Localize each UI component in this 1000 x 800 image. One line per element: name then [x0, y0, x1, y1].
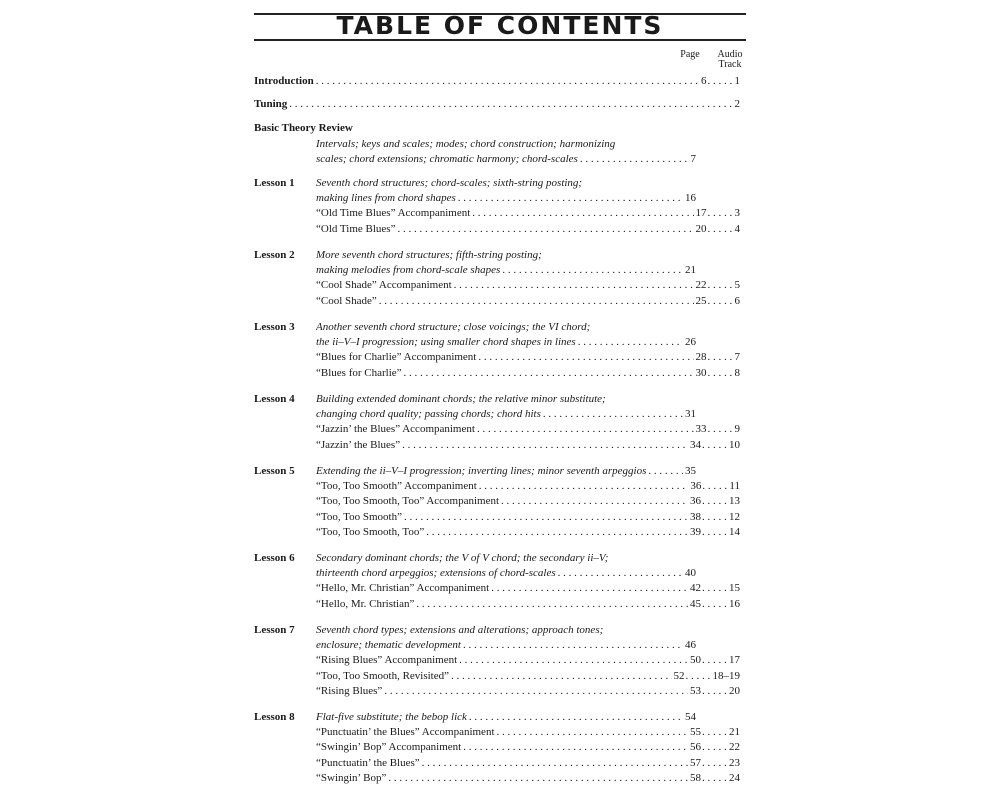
lesson-desc: the ii–V–I progression; using smaller chord shapes in lines — [316, 336, 576, 349]
song-entry — [316, 597, 740, 611]
song-entry — [316, 206, 740, 220]
song-track: 17 — [729, 654, 740, 667]
lesson-label: Lesson 8 — [254, 711, 295, 723]
leader-dots — [463, 740, 688, 754]
leader-dots — [702, 525, 728, 539]
leader-dots — [543, 407, 683, 421]
lesson-desc-line1: Seventh chord structures; chord-scales; sixth-string posting; — [316, 177, 583, 189]
song-title: “Blues for Charlie” — [316, 366, 402, 379]
leader-dots — [708, 350, 734, 364]
song-track: 12 — [729, 510, 740, 523]
lesson-desc-line2 — [316, 638, 696, 652]
song-title: “Rising Blues” — [316, 684, 383, 697]
song-track: 20 — [729, 684, 740, 697]
leader-dots — [702, 479, 728, 493]
song-track: 3 — [734, 207, 740, 220]
lesson-page: 54 — [685, 711, 696, 723]
lesson-page: 40 — [685, 567, 696, 580]
song-title: “Jazzin’ the Blues” Accompaniment — [316, 423, 475, 436]
column-header-audio-line1: Audio — [717, 49, 743, 60]
leader-dots — [404, 510, 688, 524]
lesson-label: Lesson 6 — [254, 552, 295, 564]
song-track: 14 — [729, 525, 740, 538]
song-page: 57 — [690, 756, 701, 769]
entry-label: Tuning — [254, 98, 288, 110]
entry-track: 2 — [734, 98, 740, 110]
song-title: “Swingin’ Bop” — [316, 771, 387, 784]
leader-dots — [648, 464, 683, 478]
song-entry — [316, 438, 740, 452]
song-track: 10 — [729, 438, 740, 451]
song-page: 39 — [690, 525, 701, 538]
lesson-desc: thirteenth chord arpeggios; extensions of chord-scales — [316, 567, 556, 580]
leader-dots — [454, 278, 694, 292]
leader-dots — [708, 206, 734, 220]
lesson-desc: making lines from chord shapes — [316, 192, 456, 205]
leader-dots — [708, 294, 734, 308]
lesson-label: Lesson 2 — [254, 249, 295, 261]
leader-dots — [702, 597, 728, 611]
song-page: 42 — [690, 582, 701, 595]
leader-dots — [463, 638, 683, 652]
leader-dots — [578, 335, 683, 349]
lesson-desc-line1: More seventh chord structures; fifth-string posting; — [316, 249, 542, 261]
leader-dots — [478, 350, 693, 364]
song-entry — [316, 350, 740, 364]
song-entry — [316, 756, 740, 770]
leader-dots — [479, 479, 689, 493]
leader-dots — [459, 653, 688, 667]
song-page: 55 — [690, 726, 701, 739]
lesson-desc-line2 — [316, 566, 696, 580]
song-entry — [316, 669, 740, 683]
lesson-desc-line2 — [316, 335, 696, 349]
toc-entry-basic-theory: Basic Theory Review — [254, 122, 353, 134]
page-title: TABLE OF CONTENTS — [336, 11, 664, 40]
lesson-label: Lesson 4 — [254, 393, 295, 405]
song-track: 16 — [729, 597, 740, 610]
song-page: 34 — [690, 438, 701, 451]
leader-dots — [397, 222, 693, 236]
leader-dots — [451, 669, 672, 683]
song-page: 28 — [695, 351, 707, 364]
toc-entry-tuning — [254, 97, 740, 111]
entry-page: 7 — [690, 153, 696, 165]
song-track: 24 — [729, 771, 740, 784]
song-entry — [316, 366, 740, 380]
song-page: 38 — [690, 510, 701, 523]
song-page: 58 — [690, 771, 701, 784]
title-rule-bottom — [254, 39, 746, 41]
song-entry — [316, 422, 740, 436]
lesson-desc-line2 — [316, 191, 696, 205]
song-title: “Too, Too Smooth” Accompaniment — [316, 480, 477, 493]
leader-dots — [686, 669, 712, 683]
song-track: 18–19 — [712, 669, 740, 682]
leader-dots — [708, 278, 734, 292]
leader-dots — [402, 438, 688, 452]
song-entry — [316, 510, 740, 524]
song-entry — [316, 684, 740, 698]
lesson-desc-line2 — [316, 263, 696, 277]
song-title: “Too, Too Smooth, Too” Accompaniment — [316, 495, 500, 508]
song-page: 36 — [690, 480, 702, 493]
song-track: 23 — [729, 756, 740, 769]
column-header-audio — [712, 50, 748, 70]
leader-dots — [388, 771, 688, 785]
leader-dots — [708, 366, 734, 380]
song-title: “Punctuatin’ the Blues” — [316, 756, 420, 769]
lesson-desc-line1: Secondary dominant chords; the V of V chord; the secondary ii–V; — [316, 552, 609, 564]
lesson-label: Lesson 3 — [254, 321, 295, 333]
lesson-desc-line2 — [316, 407, 696, 421]
song-title: “Swingin’ Bop” Accompaniment — [316, 741, 462, 754]
song-title: “Hello, Mr. Christian” Accompaniment — [316, 582, 490, 595]
toc-entry-introduction — [254, 74, 740, 88]
song-page: 50 — [690, 654, 701, 667]
song-track: 6 — [734, 294, 740, 307]
song-title: “Old Time Blues” — [316, 222, 396, 235]
leader-dots — [708, 422, 734, 436]
song-title: “Hello, Mr. Christian” — [316, 597, 415, 610]
leader-dots — [702, 740, 728, 754]
column-header-audio-line2: Track — [718, 59, 742, 70]
leader-dots — [404, 366, 694, 380]
song-entry — [316, 740, 740, 754]
song-entry — [316, 725, 740, 739]
song-track: 13 — [729, 495, 740, 508]
leader-dots — [702, 725, 728, 739]
lesson-desc-line1: Building extended dominant chords; the relative minor substitute; — [316, 393, 606, 405]
song-entry — [316, 294, 740, 308]
lesson-page: 31 — [685, 408, 696, 421]
song-title: “Cool Shade” Accompaniment — [316, 279, 452, 292]
leader-dots — [558, 566, 683, 580]
song-entry — [316, 479, 740, 493]
leader-dots — [384, 684, 688, 698]
entry-label: Introduction — [254, 75, 314, 87]
lesson-page: 35 — [685, 465, 696, 477]
song-page: 45 — [690, 597, 701, 610]
leader-dots — [708, 74, 734, 88]
song-title: “Too, Too Smooth” — [316, 510, 402, 523]
song-title: “Too, Too Smooth, Too” — [316, 525, 425, 538]
leader-dots — [289, 97, 732, 111]
leader-dots — [702, 494, 728, 508]
song-track: 21 — [729, 726, 740, 739]
lesson-desc-line1: Seventh chord types; extensions and alterations; approach tones; — [316, 624, 604, 636]
song-title: “Cool Shade” — [316, 294, 377, 307]
entry-page: 6 — [701, 75, 707, 87]
song-title: “Old Time Blues” Accompaniment — [316, 207, 471, 220]
leader-dots — [491, 581, 688, 595]
song-track: 5 — [734, 279, 740, 292]
song-entry — [316, 494, 740, 508]
song-entry — [316, 278, 740, 292]
song-track: 22 — [729, 741, 740, 754]
song-page: 56 — [690, 741, 701, 754]
song-page: 36 — [690, 495, 701, 508]
song-entry — [316, 771, 740, 785]
song-page: 53 — [690, 684, 701, 697]
basic-theory-desc-line2 — [316, 152, 696, 166]
song-track: 15 — [729, 582, 740, 595]
leader-dots — [502, 263, 683, 277]
song-track: 9 — [734, 423, 740, 436]
leader-dots — [477, 422, 694, 436]
song-title: “Punctuatin’ the Blues” Accompaniment — [316, 726, 495, 739]
leader-dots — [702, 438, 728, 452]
song-track: 7 — [734, 351, 740, 364]
leader-dots — [702, 581, 728, 595]
leader-dots — [708, 222, 734, 236]
song-page: 20 — [695, 222, 707, 235]
leader-dots — [702, 653, 728, 667]
leader-dots — [702, 756, 728, 770]
lesson-label: Lesson 1 — [254, 177, 295, 189]
song-page: 33 — [695, 423, 707, 436]
song-title: “Rising Blues” Accompaniment — [316, 654, 458, 667]
song-page: 22 — [695, 279, 707, 292]
song-track: 8 — [734, 366, 740, 379]
leader-dots — [379, 294, 694, 308]
leader-dots — [702, 510, 728, 524]
lesson-desc: Flat-five substitute; the bebop lick — [316, 711, 467, 723]
basic-theory-desc-line1: Intervals; keys and scales; modes; chord construction; harmonizing — [316, 138, 616, 150]
lesson-desc: changing chord quality; passing chords; chord hits — [316, 408, 541, 421]
leader-dots — [426, 525, 688, 539]
song-entry — [316, 222, 740, 236]
column-header-page: Page — [680, 49, 700, 60]
song-title: “Blues for Charlie” Accompaniment — [316, 351, 477, 364]
leader-dots — [702, 684, 728, 698]
lesson-desc: Extending the ii–V–I progression; inverting lines; minor seventh arpeggios — [316, 465, 647, 477]
entry-track: 1 — [734, 75, 740, 87]
lesson-page: 21 — [685, 264, 696, 277]
lesson-page: 46 — [685, 639, 696, 652]
song-page: 25 — [695, 294, 707, 307]
song-page: 30 — [695, 366, 707, 379]
lesson-label: Lesson 5 — [254, 465, 295, 477]
lesson-page: 26 — [685, 336, 696, 349]
song-page: 52 — [673, 669, 685, 682]
lesson-desc-line1 — [316, 464, 696, 478]
entry-desc: scales; chord extensions; chromatic harmony; chord-scales — [316, 153, 578, 165]
leader-dots — [702, 771, 728, 785]
song-entry — [316, 525, 740, 539]
song-title: “Too, Too Smooth, Revisited” — [316, 669, 449, 682]
leader-dots — [458, 191, 683, 205]
song-title: “Jazzin’ the Blues” — [316, 438, 401, 451]
leader-dots — [416, 597, 688, 611]
lesson-page: 16 — [685, 192, 696, 205]
leader-dots — [469, 710, 683, 724]
song-entry — [316, 653, 740, 667]
leader-dots — [501, 494, 688, 508]
song-page: 17 — [695, 207, 707, 220]
leader-dots — [422, 756, 688, 770]
song-track: 4 — [734, 222, 740, 235]
leader-dots — [472, 206, 693, 220]
song-track: 11 — [729, 480, 740, 493]
lesson-desc-line1 — [316, 710, 696, 724]
leader-dots — [580, 152, 689, 166]
lesson-desc: enclosure; thematic development — [316, 639, 461, 652]
lesson-desc-line1: Another seventh chord structure; close voicings; the VI chord; — [316, 321, 591, 333]
song-entry — [316, 581, 740, 595]
leader-dots — [497, 725, 689, 739]
lesson-label: Lesson 7 — [254, 624, 295, 636]
leader-dots — [316, 74, 699, 88]
lesson-desc: making melodies from chord-scale shapes — [316, 264, 501, 277]
